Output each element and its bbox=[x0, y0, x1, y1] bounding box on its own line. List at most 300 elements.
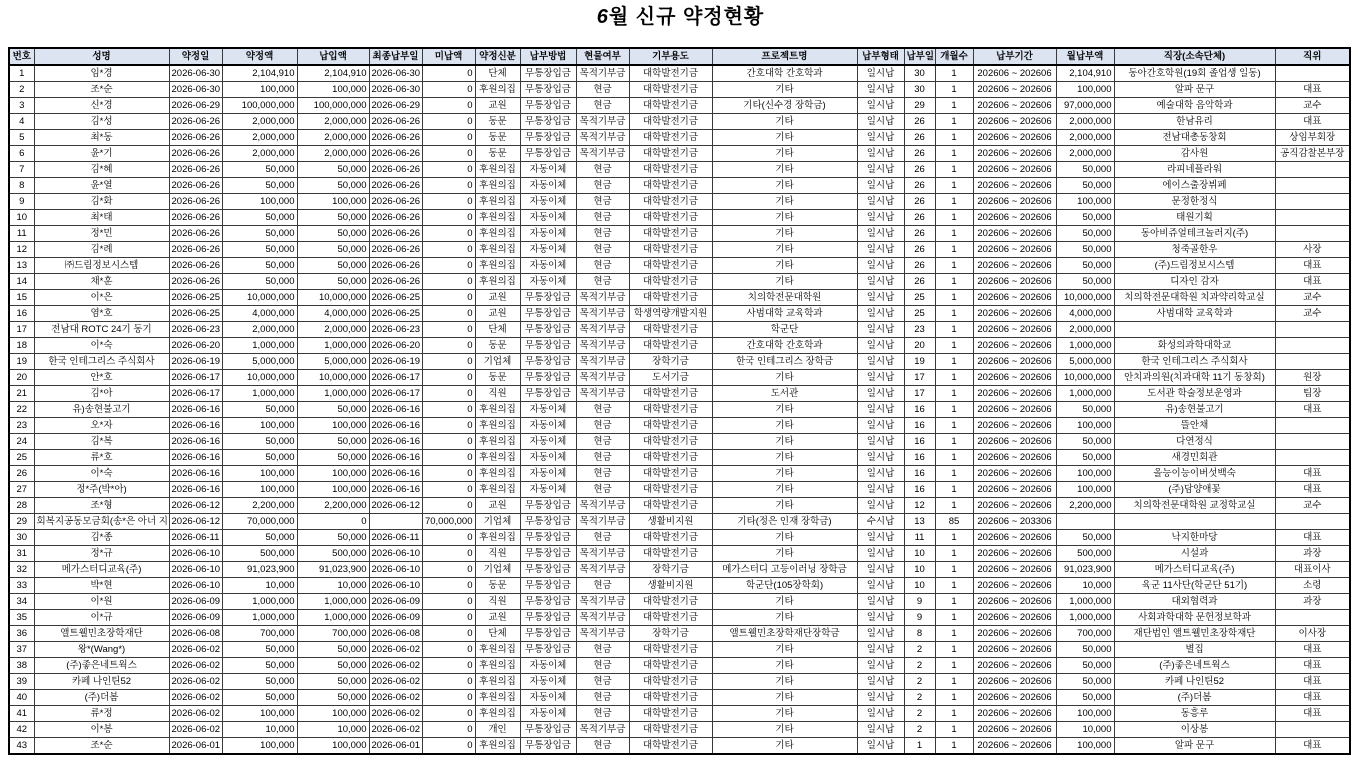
cell-monthly-amount: 100,000 bbox=[1056, 706, 1114, 722]
cell-monthly-amount: 1,000,000 bbox=[1056, 386, 1114, 402]
cell-pledge-amount: 10,000,000 bbox=[222, 370, 297, 386]
cell-position: 이사장 bbox=[1275, 626, 1350, 642]
cell-payment-method: 무통장입금 bbox=[520, 338, 576, 354]
cell-workplace: 도서관 학술정보운영과 bbox=[1114, 386, 1275, 402]
cell-months: 1 bbox=[935, 162, 973, 178]
cell-paid-amount: 100,000 bbox=[297, 482, 369, 498]
cell-unpaid-amount: 0 bbox=[422, 210, 475, 226]
cell-monthly-amount: 2,000,000 bbox=[1056, 322, 1114, 338]
cell-pledge-amount: 50,000 bbox=[222, 402, 297, 418]
cell-unpaid-amount: 0 bbox=[422, 562, 475, 578]
cell-paid-amount: 2,104,910 bbox=[297, 65, 369, 82]
cell-monthly-amount: 50,000 bbox=[1056, 258, 1114, 274]
cell-paid-amount: 50,000 bbox=[297, 258, 369, 274]
cell-payment-method: 자동이체 bbox=[520, 674, 576, 690]
cell-paid-amount: 50,000 bbox=[297, 658, 369, 674]
cell-pledge-date: 2026-06-16 bbox=[169, 434, 222, 450]
cell-monthly-amount: 100,000 bbox=[1056, 738, 1114, 755]
table-row bbox=[9, 610, 1350, 626]
cell-paid-amount: 50,000 bbox=[297, 162, 369, 178]
cell-unpaid-amount: 0 bbox=[422, 738, 475, 755]
table-row bbox=[9, 578, 1350, 594]
cell-payment-period: 202606 ~ 202606 bbox=[973, 450, 1056, 466]
cell-pledge-amount: 100,000 bbox=[222, 738, 297, 755]
cell-monthly-amount: 700,000 bbox=[1056, 626, 1114, 642]
cell-payment-day: 26 bbox=[904, 162, 935, 178]
cell-payment-day: 10 bbox=[904, 546, 935, 562]
cell-position bbox=[1275, 322, 1350, 338]
cell-pledge-amount: 700,000 bbox=[222, 626, 297, 642]
cell-months: 1 bbox=[935, 274, 973, 290]
cell-paid-amount: 100,000 bbox=[297, 706, 369, 722]
cell-unpaid-amount: 0 bbox=[422, 114, 475, 130]
cell-in-kind: 현금 bbox=[576, 738, 629, 755]
cell-monthly-amount: 4,000,000 bbox=[1056, 306, 1114, 322]
cell-unpaid-amount: 0 bbox=[422, 98, 475, 114]
cell-pledge-status: 단체 bbox=[475, 626, 520, 642]
cell-pledge-amount: 1,000,000 bbox=[222, 386, 297, 402]
cell-payment-type: 일시납 bbox=[857, 706, 904, 722]
table-row bbox=[9, 450, 1350, 466]
cell-payment-method: 무통장입금 bbox=[520, 290, 576, 306]
cell-donation-purpose: 도서기금 bbox=[629, 370, 712, 386]
cell-donor-name: 조*순 bbox=[34, 82, 169, 98]
cell-payment-method: 자동이체 bbox=[520, 178, 576, 194]
cell-payment-day: 9 bbox=[904, 594, 935, 610]
cell-monthly-amount: 50,000 bbox=[1056, 674, 1114, 690]
cell-donor-name: (주)좋은네트웍스 bbox=[34, 658, 169, 674]
cell-last-payment-date: 2026-06-10 bbox=[369, 578, 422, 594]
cell-payment-day: 10 bbox=[904, 578, 935, 594]
table-row bbox=[9, 386, 1350, 402]
cell-monthly-amount: 1,000,000 bbox=[1056, 338, 1114, 354]
cell-unpaid-amount: 0 bbox=[422, 274, 475, 290]
cell-no: 41 bbox=[9, 706, 34, 722]
table-row bbox=[9, 338, 1350, 354]
cell-pledge-amount: 2,104,910 bbox=[222, 65, 297, 82]
cell-unpaid-amount: 0 bbox=[422, 578, 475, 594]
cell-project-name: 기타 bbox=[712, 114, 857, 130]
cell-donor-name: 유)송현불고기 bbox=[34, 402, 169, 418]
cell-project-name: 사범대학 교육학과 bbox=[712, 306, 857, 322]
cell-pledge-status: 후원의집 bbox=[475, 706, 520, 722]
cell-position: 공직감찰본부장 bbox=[1275, 146, 1350, 162]
cell-pledge-date: 2026-06-12 bbox=[169, 498, 222, 514]
cell-monthly-amount: 50,000 bbox=[1056, 178, 1114, 194]
cell-pledge-amount: 50,000 bbox=[222, 690, 297, 706]
cell-no: 21 bbox=[9, 386, 34, 402]
cell-payment-type: 일시납 bbox=[857, 386, 904, 402]
cell-last-payment-date: 2026-06-26 bbox=[369, 194, 422, 210]
cell-donor-name: 이*원 bbox=[34, 594, 169, 610]
cell-monthly-amount: 91,023,900 bbox=[1056, 562, 1114, 578]
cell-payment-type: 일시납 bbox=[857, 402, 904, 418]
cell-position: 대표 bbox=[1275, 530, 1350, 546]
cell-workplace: 알파 문구 bbox=[1114, 82, 1275, 98]
cell-workplace: 치의학전문대학원 교정학교실 bbox=[1114, 498, 1275, 514]
cell-payment-day: 17 bbox=[904, 370, 935, 386]
cell-pledge-status: 후원의집 bbox=[475, 258, 520, 274]
cell-unpaid-amount: 0 bbox=[422, 642, 475, 658]
cell-last-payment-date: 2026-06-30 bbox=[369, 82, 422, 98]
cell-paid-amount: 2,000,000 bbox=[297, 146, 369, 162]
cell-donation-purpose: 대학발전기금 bbox=[629, 338, 712, 354]
cell-payment-period: 202606 ~ 202606 bbox=[973, 274, 1056, 290]
cell-last-payment-date: 2026-06-16 bbox=[369, 402, 422, 418]
cell-payment-type: 일시납 bbox=[857, 466, 904, 482]
cell-last-payment-date: 2026-06-25 bbox=[369, 306, 422, 322]
cell-monthly-amount: 100,000 bbox=[1056, 482, 1114, 498]
cell-last-payment-date: 2026-06-26 bbox=[369, 258, 422, 274]
cell-unpaid-amount: 70,000,000 bbox=[422, 514, 475, 530]
cell-donation-purpose: 대학발전기금 bbox=[629, 386, 712, 402]
cell-in-kind: 목적기부금 bbox=[576, 562, 629, 578]
cell-donation-purpose: 생활비지원 bbox=[629, 514, 712, 530]
cell-no: 28 bbox=[9, 498, 34, 514]
header-pledge-date: 약정일 bbox=[169, 48, 222, 65]
cell-paid-amount: 5,000,000 bbox=[297, 354, 369, 370]
cell-donor-name: 한국 인테그리스 주식회사 bbox=[34, 354, 169, 370]
cell-donor-name: 윤*열 bbox=[34, 178, 169, 194]
cell-months: 1 bbox=[935, 65, 973, 82]
cell-donation-purpose: 대학발전기금 bbox=[629, 674, 712, 690]
cell-monthly-amount: 10,000 bbox=[1056, 578, 1114, 594]
cell-payment-day: 26 bbox=[904, 226, 935, 242]
cell-donation-purpose: 대학발전기금 bbox=[629, 530, 712, 546]
cell-project-name: 기타 bbox=[712, 82, 857, 98]
cell-donor-name: 왕*(Wang*) bbox=[34, 642, 169, 658]
cell-position: 교수 bbox=[1275, 498, 1350, 514]
cell-workplace bbox=[1114, 514, 1275, 530]
cell-pledge-date: 2026-06-10 bbox=[169, 546, 222, 562]
cell-payment-day: 12 bbox=[904, 498, 935, 514]
cell-months: 1 bbox=[935, 434, 973, 450]
cell-no: 10 bbox=[9, 210, 34, 226]
cell-months: 1 bbox=[935, 226, 973, 242]
cell-no: 14 bbox=[9, 274, 34, 290]
cell-donor-name: 회복지공동모금회(송*은 아너 지 bbox=[34, 514, 169, 530]
table-row bbox=[9, 242, 1350, 258]
cell-payment-period: 202606 ~ 202606 bbox=[973, 738, 1056, 755]
cell-paid-amount: 1,000,000 bbox=[297, 610, 369, 626]
cell-last-payment-date: 2026-06-09 bbox=[369, 610, 422, 626]
cell-payment-method: 자동이체 bbox=[520, 258, 576, 274]
cell-no: 5 bbox=[9, 130, 34, 146]
cell-payment-period: 202606 ~ 202606 bbox=[973, 546, 1056, 562]
cell-months: 1 bbox=[935, 466, 973, 482]
table-row bbox=[9, 546, 1350, 562]
cell-unpaid-amount: 0 bbox=[422, 402, 475, 418]
cell-pledge-date: 2026-06-08 bbox=[169, 626, 222, 642]
cell-months: 1 bbox=[935, 690, 973, 706]
cell-pledge-date: 2026-06-02 bbox=[169, 658, 222, 674]
cell-last-payment-date: 2026-06-26 bbox=[369, 210, 422, 226]
cell-project-name: 기타 bbox=[712, 226, 857, 242]
cell-payment-method: 무통장입금 bbox=[520, 146, 576, 162]
cell-donor-name: 윤*기 bbox=[34, 146, 169, 162]
cell-payment-day: 8 bbox=[904, 626, 935, 642]
cell-no: 35 bbox=[9, 610, 34, 626]
cell-pledge-date: 2026-06-26 bbox=[169, 162, 222, 178]
cell-in-kind: 목적기부금 bbox=[576, 546, 629, 562]
cell-paid-amount: 50,000 bbox=[297, 226, 369, 242]
cell-in-kind: 목적기부금 bbox=[576, 146, 629, 162]
cell-pledge-amount: 50,000 bbox=[222, 178, 297, 194]
cell-position: 대표 bbox=[1275, 674, 1350, 690]
cell-pledge-date: 2026-06-26 bbox=[169, 194, 222, 210]
cell-months: 1 bbox=[935, 338, 973, 354]
cell-donation-purpose: 대학발전기금 bbox=[629, 82, 712, 98]
cell-project-name: 기타 bbox=[712, 658, 857, 674]
cell-pledge-amount: 50,000 bbox=[222, 242, 297, 258]
table-row bbox=[9, 274, 1350, 290]
cell-project-name: 기타 bbox=[712, 466, 857, 482]
cell-no: 18 bbox=[9, 338, 34, 354]
cell-pledge-status: 후원의집 bbox=[475, 82, 520, 98]
cell-donation-purpose: 대학발전기금 bbox=[629, 194, 712, 210]
cell-in-kind: 현금 bbox=[576, 434, 629, 450]
cell-in-kind: 현금 bbox=[576, 642, 629, 658]
cell-paid-amount: 50,000 bbox=[297, 274, 369, 290]
cell-donor-name: 이*봉 bbox=[34, 722, 169, 738]
cell-pledge-amount: 100,000 bbox=[222, 82, 297, 98]
cell-payment-method: 무통장입금 bbox=[520, 322, 576, 338]
cell-no: 43 bbox=[9, 738, 34, 755]
header-donation-purpose: 기부용도 bbox=[629, 48, 712, 65]
cell-pledge-date: 2026-06-02 bbox=[169, 722, 222, 738]
cell-position: 교수 bbox=[1275, 306, 1350, 322]
cell-pledge-date: 2026-06-26 bbox=[169, 242, 222, 258]
cell-no: 11 bbox=[9, 226, 34, 242]
cell-donor-name: 안*호 bbox=[34, 370, 169, 386]
cell-workplace: 전남대총동창회 bbox=[1114, 130, 1275, 146]
cell-pledge-amount: 50,000 bbox=[222, 530, 297, 546]
table-row bbox=[9, 434, 1350, 450]
cell-in-kind: 현금 bbox=[576, 450, 629, 466]
cell-pledge-date: 2026-06-11 bbox=[169, 530, 222, 546]
cell-months: 1 bbox=[935, 418, 973, 434]
cell-months: 1 bbox=[935, 626, 973, 642]
cell-pledge-status: 기업체 bbox=[475, 562, 520, 578]
cell-payment-type: 일시납 bbox=[857, 370, 904, 386]
cell-paid-amount: 1,000,000 bbox=[297, 338, 369, 354]
cell-months: 1 bbox=[935, 146, 973, 162]
cell-payment-type: 일시납 bbox=[857, 194, 904, 210]
cell-monthly-amount: 50,000 bbox=[1056, 226, 1114, 242]
cell-payment-period: 202606 ~ 202606 bbox=[973, 594, 1056, 610]
cell-in-kind: 목적기부금 bbox=[576, 722, 629, 738]
cell-position bbox=[1275, 610, 1350, 626]
cell-unpaid-amount: 0 bbox=[422, 546, 475, 562]
cell-no: 15 bbox=[9, 290, 34, 306]
cell-monthly-amount: 5,000,000 bbox=[1056, 354, 1114, 370]
cell-monthly-amount: 10,000,000 bbox=[1056, 370, 1114, 386]
cell-workplace: 치의학전문대학원 치과약리학교실 bbox=[1114, 290, 1275, 306]
cell-donation-purpose: 대학발전기금 bbox=[629, 402, 712, 418]
cell-in-kind: 현금 bbox=[576, 82, 629, 98]
cell-pledge-amount: 2,000,000 bbox=[222, 322, 297, 338]
cell-months: 1 bbox=[935, 258, 973, 274]
cell-pledge-status: 직원 bbox=[475, 594, 520, 610]
cell-payment-method: 무통장입금 bbox=[520, 546, 576, 562]
cell-unpaid-amount: 0 bbox=[422, 258, 475, 274]
cell-workplace: 대외협력과 bbox=[1114, 594, 1275, 610]
cell-no: 9 bbox=[9, 194, 34, 210]
cell-last-payment-date: 2026-06-19 bbox=[369, 354, 422, 370]
header-position: 직위 bbox=[1275, 48, 1350, 65]
cell-donation-purpose: 대학발전기금 bbox=[629, 210, 712, 226]
cell-payment-period: 202606 ~ 202606 bbox=[973, 162, 1056, 178]
cell-donation-purpose: 대학발전기금 bbox=[629, 594, 712, 610]
cell-workplace: 태원기획 bbox=[1114, 210, 1275, 226]
cell-position: 대표 bbox=[1275, 690, 1350, 706]
cell-months: 1 bbox=[935, 642, 973, 658]
header-no: 번호 bbox=[9, 48, 34, 65]
cell-no: 12 bbox=[9, 242, 34, 258]
cell-payment-period: 202606 ~ 202606 bbox=[973, 498, 1056, 514]
cell-pledge-status: 교원 bbox=[475, 498, 520, 514]
table-row bbox=[9, 738, 1350, 755]
cell-donor-name: 김*복 bbox=[34, 434, 169, 450]
cell-workplace: 올능이능이버섯백숙 bbox=[1114, 466, 1275, 482]
cell-monthly-amount bbox=[1056, 514, 1114, 530]
cell-payment-type: 일시납 bbox=[857, 162, 904, 178]
cell-project-name: 기타 bbox=[712, 530, 857, 546]
cell-payment-period: 202606 ~ 202606 bbox=[973, 242, 1056, 258]
cell-months: 1 bbox=[935, 306, 973, 322]
cell-unpaid-amount: 0 bbox=[422, 706, 475, 722]
cell-payment-type: 일시납 bbox=[857, 690, 904, 706]
cell-payment-method: 무통장입금 bbox=[520, 530, 576, 546]
cell-payment-period: 202606 ~ 202606 bbox=[973, 338, 1056, 354]
cell-months: 1 bbox=[935, 322, 973, 338]
cell-donor-name: (주)더봄 bbox=[34, 690, 169, 706]
cell-donation-purpose: 대학발전기금 bbox=[629, 546, 712, 562]
cell-position bbox=[1275, 418, 1350, 434]
table-row bbox=[9, 402, 1350, 418]
cell-months: 1 bbox=[935, 610, 973, 626]
cell-unpaid-amount: 0 bbox=[422, 594, 475, 610]
cell-project-name: 기타 bbox=[712, 674, 857, 690]
cell-in-kind: 현금 bbox=[576, 210, 629, 226]
cell-position: 대표 bbox=[1275, 706, 1350, 722]
cell-payment-period: 202606 ~ 202606 bbox=[973, 306, 1056, 322]
table-row bbox=[9, 530, 1350, 546]
cell-paid-amount: 50,000 bbox=[297, 690, 369, 706]
cell-donor-name: 앨트웰민초장학재단 bbox=[34, 626, 169, 642]
cell-donor-name: 카페 나인틴52 bbox=[34, 674, 169, 690]
cell-pledge-date: 2026-06-26 bbox=[169, 210, 222, 226]
cell-monthly-amount: 10,000 bbox=[1056, 722, 1114, 738]
cell-payment-day: 25 bbox=[904, 306, 935, 322]
cell-payment-method: 무통장입금 bbox=[520, 306, 576, 322]
cell-unpaid-amount: 0 bbox=[422, 450, 475, 466]
cell-payment-method: 무통장입금 bbox=[520, 98, 576, 114]
cell-in-kind: 현금 bbox=[576, 226, 629, 242]
cell-position: 교수 bbox=[1275, 98, 1350, 114]
cell-payment-period: 202606 ~ 202606 bbox=[973, 690, 1056, 706]
cell-payment-method: 자동이체 bbox=[520, 162, 576, 178]
cell-in-kind: 현금 bbox=[576, 178, 629, 194]
cell-no: 38 bbox=[9, 658, 34, 674]
cell-months: 1 bbox=[935, 546, 973, 562]
cell-paid-amount: 100,000 bbox=[297, 194, 369, 210]
cell-workplace: 뜰안채 bbox=[1114, 418, 1275, 434]
cell-pledge-date: 2026-06-12 bbox=[169, 514, 222, 530]
cell-pledge-date: 2026-06-26 bbox=[169, 146, 222, 162]
cell-payment-type: 일시납 bbox=[857, 594, 904, 610]
cell-workplace: 새경민회관 bbox=[1114, 450, 1275, 466]
cell-workplace: 문정한정식 bbox=[1114, 194, 1275, 210]
cell-pledge-amount: 50,000 bbox=[222, 162, 297, 178]
table-row bbox=[9, 290, 1350, 306]
cell-donation-purpose: 생활비지원 bbox=[629, 578, 712, 594]
cell-unpaid-amount: 0 bbox=[422, 626, 475, 642]
cell-months: 1 bbox=[935, 498, 973, 514]
cell-position: 소령 bbox=[1275, 578, 1350, 594]
cell-donation-purpose: 장학기금 bbox=[629, 626, 712, 642]
table-row bbox=[9, 65, 1350, 82]
cell-pledge-amount: 2,000,000 bbox=[222, 114, 297, 130]
cell-last-payment-date: 2026-06-10 bbox=[369, 562, 422, 578]
cell-workplace: (주)더봄 bbox=[1114, 690, 1275, 706]
cell-position: 대표 bbox=[1275, 274, 1350, 290]
cell-project-name: 메가스터디 고등이러닝 장학금 bbox=[712, 562, 857, 578]
cell-pledge-date: 2026-06-16 bbox=[169, 450, 222, 466]
cell-position bbox=[1275, 514, 1350, 530]
table-row bbox=[9, 706, 1350, 722]
cell-paid-amount: 10,000 bbox=[297, 578, 369, 594]
cell-payment-period: 202606 ~ 202606 bbox=[973, 722, 1056, 738]
cell-pledge-amount: 2,200,000 bbox=[222, 498, 297, 514]
cell-position: 대표 bbox=[1275, 738, 1350, 755]
cell-last-payment-date: 2026-06-26 bbox=[369, 146, 422, 162]
cell-payment-type: 일시납 bbox=[857, 578, 904, 594]
table-row bbox=[9, 162, 1350, 178]
cell-payment-day: 2 bbox=[904, 674, 935, 690]
cell-payment-period: 202606 ~ 203306 bbox=[973, 514, 1056, 530]
cell-last-payment-date: 2026-06-26 bbox=[369, 226, 422, 242]
cell-no: 20 bbox=[9, 370, 34, 386]
cell-payment-method: 자동이체 bbox=[520, 194, 576, 210]
header-donor-name: 성명 bbox=[34, 48, 169, 65]
cell-pledge-amount: 2,000,000 bbox=[222, 130, 297, 146]
cell-project-name: 기타 bbox=[712, 402, 857, 418]
cell-donation-purpose: 대학발전기금 bbox=[629, 65, 712, 82]
cell-pledge-amount: 100,000,000 bbox=[222, 98, 297, 114]
cell-pledge-amount: 100,000 bbox=[222, 194, 297, 210]
cell-unpaid-amount: 0 bbox=[422, 82, 475, 98]
cell-donor-name: 김*혜 bbox=[34, 162, 169, 178]
cell-donor-name: 김*아 bbox=[34, 386, 169, 402]
cell-no: 19 bbox=[9, 354, 34, 370]
cell-pledge-date: 2026-06-26 bbox=[169, 114, 222, 130]
header-in-kind: 현물여부 bbox=[576, 48, 629, 65]
header-payment-method: 납부방법 bbox=[520, 48, 576, 65]
cell-monthly-amount: 2,000,000 bbox=[1056, 130, 1114, 146]
cell-pledge-date: 2026-06-10 bbox=[169, 562, 222, 578]
cell-pledge-status: 동문 bbox=[475, 114, 520, 130]
cell-workplace: 육군 11사단(학군단 51기) bbox=[1114, 578, 1275, 594]
cell-pledge-amount: 100,000 bbox=[222, 418, 297, 434]
table-row bbox=[9, 114, 1350, 130]
cell-pledge-amount: 50,000 bbox=[222, 434, 297, 450]
cell-no: 13 bbox=[9, 258, 34, 274]
cell-pledge-status: 후원의집 bbox=[475, 418, 520, 434]
cell-monthly-amount: 2,104,910 bbox=[1056, 65, 1114, 82]
cell-no: 1 bbox=[9, 65, 34, 82]
cell-months: 1 bbox=[935, 194, 973, 210]
